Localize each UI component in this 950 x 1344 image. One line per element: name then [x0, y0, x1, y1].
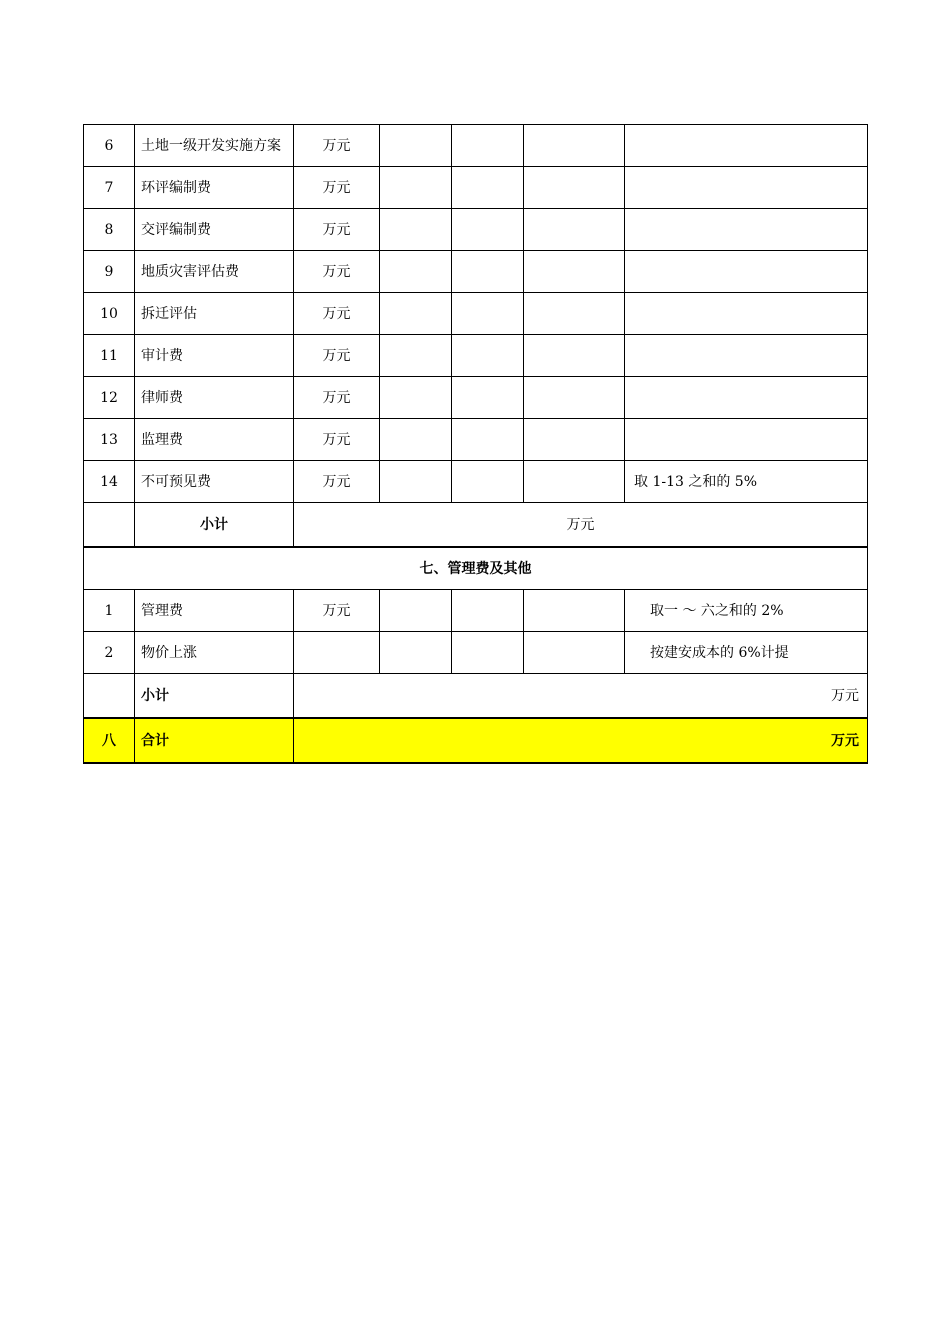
row-note [625, 419, 868, 461]
row-cell [452, 632, 524, 674]
row-unit: 万元 [294, 251, 380, 293]
row-cell [524, 461, 625, 503]
row-cell [380, 461, 452, 503]
row-note [625, 209, 868, 251]
row-number: 2 [84, 632, 135, 674]
row-cell [84, 503, 135, 548]
table-row [84, 125, 868, 167]
row-item: 土地一级开发实施方案 [135, 125, 294, 167]
table-row [84, 335, 868, 377]
row-note [625, 125, 868, 167]
row-cell [452, 335, 524, 377]
row-unit: 万元 [294, 335, 380, 377]
row-cell [84, 674, 135, 719]
row-cell [452, 419, 524, 461]
row-cell [524, 335, 625, 377]
row-cell [452, 293, 524, 335]
row-cell [524, 590, 625, 632]
row-cell [380, 632, 452, 674]
total-unit: 万元 [294, 718, 868, 763]
row-unit: 万元 [294, 461, 380, 503]
section-title: 七、管理费及其他 [84, 547, 868, 590]
total-label: 合计 [135, 718, 294, 763]
row-number: 12 [84, 377, 135, 419]
row-number: 13 [84, 419, 135, 461]
row-item: 环评编制费 [135, 167, 294, 209]
row-note [625, 377, 868, 419]
row-note: 取一 ～ 六之和的 2% [625, 590, 868, 632]
row-number: 14 [84, 461, 135, 503]
row-unit: 万元 [294, 293, 380, 335]
row-item: 拆迁评估 [135, 293, 294, 335]
row-cell [380, 335, 452, 377]
row-number: 10 [84, 293, 135, 335]
row-cell [524, 125, 625, 167]
row-item: 交评编制费 [135, 209, 294, 251]
total-row [84, 718, 868, 763]
row-cell [380, 167, 452, 209]
subtotal-label: 小计 [135, 503, 294, 548]
row-unit: 万元 [294, 419, 380, 461]
row-item: 律师费 [135, 377, 294, 419]
section-heading-row [84, 547, 868, 590]
row-cell [380, 377, 452, 419]
total-number: 八 [84, 718, 135, 763]
row-unit [294, 632, 380, 674]
row-cell [452, 125, 524, 167]
row-note [625, 167, 868, 209]
row-cell [524, 419, 625, 461]
cost-table [83, 124, 868, 764]
row-number: 6 [84, 125, 135, 167]
row-unit: 万元 [294, 209, 380, 251]
row-unit: 万元 [294, 590, 380, 632]
table-row [84, 293, 868, 335]
row-item: 管理费 [135, 590, 294, 632]
row-item: 物价上涨 [135, 632, 294, 674]
subtotal-row [84, 674, 868, 719]
row-cell [380, 419, 452, 461]
subtotal-unit: 万元 [294, 674, 868, 719]
row-number: 8 [84, 209, 135, 251]
table-row [84, 209, 868, 251]
row-cell [380, 293, 452, 335]
table-row [84, 251, 868, 293]
table-row [84, 632, 868, 674]
row-note: 按建安成本的 6%计提 [625, 632, 868, 674]
row-number: 7 [84, 167, 135, 209]
table-row [84, 377, 868, 419]
row-cell [380, 251, 452, 293]
row-number: 9 [84, 251, 135, 293]
row-item: 不可预见费 [135, 461, 294, 503]
row-cell [380, 125, 452, 167]
row-item: 审计费 [135, 335, 294, 377]
table-row [84, 419, 868, 461]
row-unit: 万元 [294, 377, 380, 419]
row-cell [380, 209, 452, 251]
row-unit: 万元 [294, 167, 380, 209]
row-cell [524, 377, 625, 419]
row-cell [452, 251, 524, 293]
row-cell [524, 251, 625, 293]
subtotal-row [84, 503, 868, 548]
row-cell [452, 377, 524, 419]
table-row [84, 167, 868, 209]
row-note [625, 335, 868, 377]
row-number: 11 [84, 335, 135, 377]
row-cell [452, 461, 524, 503]
row-cell [452, 167, 524, 209]
subtotal-label: 小计 [135, 674, 294, 719]
row-cell [524, 167, 625, 209]
row-item: 监理费 [135, 419, 294, 461]
row-unit: 万元 [294, 125, 380, 167]
row-cell [524, 293, 625, 335]
subtotal-unit: 万元 [294, 503, 868, 548]
row-item: 地质灾害评估费 [135, 251, 294, 293]
table-row [84, 461, 868, 503]
row-cell [380, 590, 452, 632]
row-note [625, 251, 868, 293]
row-cell [524, 632, 625, 674]
row-note [625, 293, 868, 335]
row-note: 取 1-13 之和的 5% [625, 461, 868, 503]
table-row [84, 590, 868, 632]
row-cell [452, 209, 524, 251]
row-cell [452, 590, 524, 632]
row-cell [524, 209, 625, 251]
row-number: 1 [84, 590, 135, 632]
